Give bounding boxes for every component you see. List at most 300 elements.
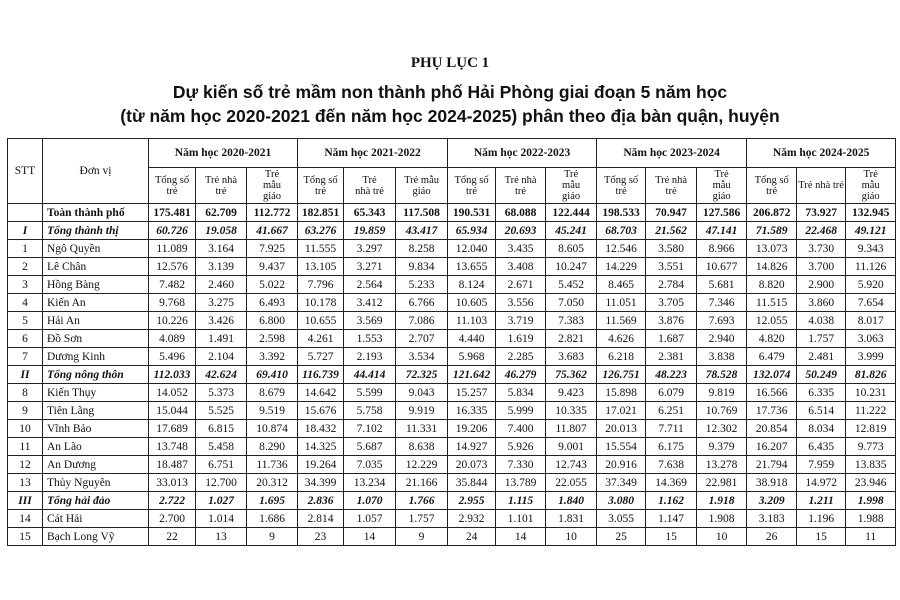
- table-header: [8, 139, 896, 204]
- cell-total-children: 37.349: [597, 474, 646, 492]
- unit-name-cell: Kiến Thụy: [43, 384, 149, 402]
- cell-kindergarten-children: 10.769: [697, 402, 747, 420]
- subheader-total-children: Tổng số trẻ: [597, 168, 646, 204]
- cell-nursery-children: 48.223: [646, 366, 697, 384]
- cell-nursery-children: 1.147: [646, 510, 697, 528]
- stt-cell: 4: [8, 294, 43, 312]
- cell-total-children: 10.178: [298, 294, 344, 312]
- stt-cell: 11: [8, 438, 43, 456]
- cell-kindergarten-children: 9.001: [546, 438, 597, 456]
- unit-name-cell: Tổng hải đảo: [43, 492, 149, 510]
- table-row: [8, 258, 896, 276]
- cell-total-children: 15.676: [298, 402, 344, 420]
- cell-kindergarten-children: 3.063: [846, 330, 896, 348]
- cell-nursery-children: 1.211: [797, 492, 846, 510]
- cell-nursery-children: 3.408: [496, 258, 546, 276]
- cell-kindergarten-children: 11.331: [396, 420, 448, 438]
- cell-total-children: 14.642: [298, 384, 344, 402]
- cell-nursery-children: 1.101: [496, 510, 546, 528]
- cell-nursery-children: 1.070: [344, 492, 396, 510]
- cell-kindergarten-children: 8.290: [247, 438, 298, 456]
- cell-total-children: 18.487: [149, 456, 196, 474]
- subheader-kindergarten-children: Trẻ mẫu giáo: [396, 168, 448, 204]
- cell-total-children: 20.013: [597, 420, 646, 438]
- cell-total-children: 4.089: [149, 330, 196, 348]
- table-body: [8, 204, 896, 546]
- cell-nursery-children: 3.275: [196, 294, 247, 312]
- cell-nursery-children: 7.638: [646, 456, 697, 474]
- cell-nursery-children: 2.381: [646, 348, 697, 366]
- table-row: [8, 294, 896, 312]
- cell-nursery-children: 6.751: [196, 456, 247, 474]
- cell-nursery-children: 65.343: [344, 204, 396, 222]
- cell-nursery-children: 21.562: [646, 222, 697, 240]
- cell-total-children: 23: [298, 528, 344, 546]
- cell-nursery-children: 5.687: [344, 438, 396, 456]
- cell-kindergarten-children: 13.835: [846, 456, 896, 474]
- unit-name-cell: Tổng thành thị: [43, 222, 149, 240]
- header-unit: Đơn vị: [43, 139, 149, 204]
- stt-cell: 3: [8, 276, 43, 294]
- cell-nursery-children: 2.104: [196, 348, 247, 366]
- cell-kindergarten-children: 21.166: [396, 474, 448, 492]
- cell-kindergarten-children: 9.343: [846, 240, 896, 258]
- stt-cell: III: [8, 492, 43, 510]
- cell-kindergarten-children: 8.017: [846, 312, 896, 330]
- stt-cell: 9: [8, 402, 43, 420]
- cell-total-children: 63.276: [298, 222, 344, 240]
- stt-cell: 12: [8, 456, 43, 474]
- cell-total-children: 60.726: [149, 222, 196, 240]
- unit-name-cell: Thủy Nguyên: [43, 474, 149, 492]
- cell-kindergarten-children: 7.050: [546, 294, 597, 312]
- cell-kindergarten-children: 9.519: [247, 402, 298, 420]
- cell-total-children: 5.727: [298, 348, 344, 366]
- cell-total-children: 5.968: [448, 348, 496, 366]
- cell-nursery-children: 7.711: [646, 420, 697, 438]
- cell-nursery-children: 2.784: [646, 276, 697, 294]
- cell-kindergarten-children: 9: [396, 528, 448, 546]
- stt-cell: 15: [8, 528, 43, 546]
- cell-total-children: 175.481: [149, 204, 196, 222]
- cell-kindergarten-children: 10.335: [546, 402, 597, 420]
- cell-total-children: 6.479: [747, 348, 797, 366]
- table-row: [8, 240, 896, 258]
- cell-kindergarten-children: 9.834: [396, 258, 448, 276]
- stt-cell: 5: [8, 312, 43, 330]
- cell-nursery-children: 7.035: [344, 456, 396, 474]
- cell-kindergarten-children: 9: [247, 528, 298, 546]
- cell-kindergarten-children: 8.679: [247, 384, 298, 402]
- cell-total-children: 2.814: [298, 510, 344, 528]
- cell-total-children: 8.465: [597, 276, 646, 294]
- cell-kindergarten-children: 6.766: [396, 294, 448, 312]
- cell-total-children: 8.820: [747, 276, 797, 294]
- cell-kindergarten-children: 11.807: [546, 420, 597, 438]
- unit-name-cell: Vĩnh Bảo: [43, 420, 149, 438]
- cell-total-children: 6.218: [597, 348, 646, 366]
- cell-total-children: 4.261: [298, 330, 344, 348]
- cell-kindergarten-children: 10: [697, 528, 747, 546]
- cell-total-children: 11.515: [747, 294, 797, 312]
- cell-nursery-children: 1.757: [797, 330, 846, 348]
- table-row: [8, 402, 896, 420]
- table-row-city-total: [8, 204, 896, 222]
- cell-nursery-children: 5.458: [196, 438, 247, 456]
- cell-total-children: 15.898: [597, 384, 646, 402]
- cell-nursery-children: 1.491: [196, 330, 247, 348]
- cell-total-children: 190.531: [448, 204, 496, 222]
- cell-kindergarten-children: 5.920: [846, 276, 896, 294]
- table-row-group-total: [8, 366, 896, 384]
- cell-kindergarten-children: 5.681: [697, 276, 747, 294]
- stt-cell: 8: [8, 384, 43, 402]
- cell-nursery-children: 42.624: [196, 366, 247, 384]
- children-forecast-table: [7, 138, 896, 546]
- cell-total-children: 198.533: [597, 204, 646, 222]
- cell-kindergarten-children: 45.241: [546, 222, 597, 240]
- stt-cell: 2: [8, 258, 43, 276]
- cell-kindergarten-children: 43.417: [396, 222, 448, 240]
- stt-cell: 10: [8, 420, 43, 438]
- cell-kindergarten-children: 7.654: [846, 294, 896, 312]
- cell-nursery-children: 3.876: [646, 312, 697, 330]
- cell-kindergarten-children: 78.528: [697, 366, 747, 384]
- stt-cell: 1: [8, 240, 43, 258]
- cell-kindergarten-children: 8.966: [697, 240, 747, 258]
- cell-total-children: 2.722: [149, 492, 196, 510]
- cell-total-children: 14.927: [448, 438, 496, 456]
- cell-nursery-children: 5.926: [496, 438, 546, 456]
- cell-nursery-children: 73.927: [797, 204, 846, 222]
- cell-total-children: 17.736: [747, 402, 797, 420]
- cell-nursery-children: 5.834: [496, 384, 546, 402]
- subheader-kindergarten-children: Trẻ mẫu giáo: [697, 168, 747, 204]
- unit-name-cell: An Dương: [43, 456, 149, 474]
- table-row: [8, 420, 896, 438]
- table-row: [8, 528, 896, 546]
- cell-nursery-children: 2.193: [344, 348, 396, 366]
- header-school-year: Năm học 2021-2022: [298, 139, 448, 168]
- cell-total-children: 26: [747, 528, 797, 546]
- cell-total-children: 4.820: [747, 330, 797, 348]
- cell-total-children: 3.209: [747, 492, 797, 510]
- cell-nursery-children: 7.400: [496, 420, 546, 438]
- cell-nursery-children: 5.525: [196, 402, 247, 420]
- subheader-nursery-children: Trẻ nhà trẻ: [496, 168, 546, 204]
- cell-total-children: 20.073: [448, 456, 496, 474]
- unit-name-cell: Tổng nông thôn: [43, 366, 149, 384]
- cell-total-children: 121.642: [448, 366, 496, 384]
- appendix-title: PHỤ LỤC 1: [410, 55, 490, 71]
- cell-nursery-children: 3.719: [496, 312, 546, 330]
- table-row: [8, 312, 896, 330]
- cell-nursery-children: 3.569: [344, 312, 396, 330]
- cell-nursery-children: 5.999: [496, 402, 546, 420]
- cell-total-children: 22: [149, 528, 196, 546]
- cell-nursery-children: 1.619: [496, 330, 546, 348]
- cell-nursery-children: 1.115: [496, 492, 546, 510]
- cell-kindergarten-children: 13.278: [697, 456, 747, 474]
- cell-total-children: 13.655: [448, 258, 496, 276]
- cell-nursery-children: 3.860: [797, 294, 846, 312]
- cell-kindergarten-children: 11.222: [846, 402, 896, 420]
- cell-nursery-children: 3.271: [344, 258, 396, 276]
- table-row-group-total: [8, 492, 896, 510]
- table-row: [8, 474, 896, 492]
- cell-kindergarten-children: 81.826: [846, 366, 896, 384]
- cell-kindergarten-children: 12.302: [697, 420, 747, 438]
- cell-nursery-children: 8.034: [797, 420, 846, 438]
- cell-nursery-children: 2.900: [797, 276, 846, 294]
- cell-total-children: 7.482: [149, 276, 196, 294]
- cell-kindergarten-children: 1.988: [846, 510, 896, 528]
- cell-nursery-children: 2.481: [797, 348, 846, 366]
- subheader-total-children: Tổng số trẻ: [448, 168, 496, 204]
- document-title-line-2: (từ năm học 2020-2021 đến năm học 2024-2025) phân theo địa bàn quận, huyện: [120, 106, 780, 126]
- cell-total-children: 13.073: [747, 240, 797, 258]
- cell-total-children: 14.229: [597, 258, 646, 276]
- unit-name-cell: Ngô Quyền: [43, 240, 149, 258]
- cell-total-children: 12.040: [448, 240, 496, 258]
- cell-total-children: 19.264: [298, 456, 344, 474]
- cell-kindergarten-children: 2.821: [546, 330, 597, 348]
- cell-total-children: 4.626: [597, 330, 646, 348]
- cell-nursery-children: 19.058: [196, 222, 247, 240]
- stt-cell: 7: [8, 348, 43, 366]
- cell-nursery-children: 50.249: [797, 366, 846, 384]
- cell-nursery-children: 6.514: [797, 402, 846, 420]
- table-row: [8, 510, 896, 528]
- table-row: [8, 456, 896, 474]
- cell-nursery-children: 1.027: [196, 492, 247, 510]
- cell-total-children: 182.851: [298, 204, 344, 222]
- cell-total-children: 14.826: [747, 258, 797, 276]
- cell-total-children: 7.796: [298, 276, 344, 294]
- cell-kindergarten-children: 127.586: [697, 204, 747, 222]
- cell-total-children: 11.051: [597, 294, 646, 312]
- cell-total-children: 11.089: [149, 240, 196, 258]
- cell-kindergarten-children: 12.819: [846, 420, 896, 438]
- cell-total-children: 8.124: [448, 276, 496, 294]
- cell-total-children: 206.872: [747, 204, 797, 222]
- cell-nursery-children: 3.551: [646, 258, 697, 276]
- cell-kindergarten-children: 2.707: [396, 330, 448, 348]
- unit-name-cell: Hồng Bàng: [43, 276, 149, 294]
- cell-nursery-children: 6.335: [797, 384, 846, 402]
- header-school-year: Năm học 2023-2024: [597, 139, 747, 168]
- cell-nursery-children: 6.435: [797, 438, 846, 456]
- cell-total-children: 5.496: [149, 348, 196, 366]
- cell-kindergarten-children: 1.695: [247, 492, 298, 510]
- unit-name-cell: Dương Kinh: [43, 348, 149, 366]
- stt-cell: 6: [8, 330, 43, 348]
- cell-nursery-children: 6.251: [646, 402, 697, 420]
- header-school-year: Năm học 2022-2023: [448, 139, 597, 168]
- unit-name-cell: An Lão: [43, 438, 149, 456]
- cell-nursery-children: 3.730: [797, 240, 846, 258]
- cell-kindergarten-children: 1.908: [697, 510, 747, 528]
- cell-nursery-children: 3.164: [196, 240, 247, 258]
- cell-kindergarten-children: 22.981: [697, 474, 747, 492]
- cell-kindergarten-children: 7.693: [697, 312, 747, 330]
- stt-cell: I: [8, 222, 43, 240]
- unit-name-cell: Kiến An: [43, 294, 149, 312]
- cell-nursery-children: 7.330: [496, 456, 546, 474]
- subheader-total-children: Tổng số trẻ: [298, 168, 344, 204]
- cell-nursery-children: 1.057: [344, 510, 396, 528]
- cell-kindergarten-children: 9.379: [697, 438, 747, 456]
- cell-kindergarten-children: 10: [546, 528, 597, 546]
- cell-total-children: 35.844: [448, 474, 496, 492]
- cell-total-children: 3.055: [597, 510, 646, 528]
- cell-total-children: 24: [448, 528, 496, 546]
- cell-kindergarten-children: 10.247: [546, 258, 597, 276]
- cell-total-children: 17.689: [149, 420, 196, 438]
- cell-kindergarten-children: 72.325: [396, 366, 448, 384]
- cell-total-children: 16.335: [448, 402, 496, 420]
- cell-nursery-children: 14: [496, 528, 546, 546]
- cell-kindergarten-children: 3.392: [247, 348, 298, 366]
- cell-total-children: 15.044: [149, 402, 196, 420]
- cell-kindergarten-children: 1.831: [546, 510, 597, 528]
- cell-nursery-children: 44.414: [344, 366, 396, 384]
- cell-nursery-children: 4.038: [797, 312, 846, 330]
- cell-kindergarten-children: 1.918: [697, 492, 747, 510]
- cell-kindergarten-children: 1.757: [396, 510, 448, 528]
- cell-total-children: 18.432: [298, 420, 344, 438]
- subheader-kindergarten-children: Trẻ mẫu giáo: [247, 168, 298, 204]
- cell-nursery-children: 5.373: [196, 384, 247, 402]
- cell-kindergarten-children: 9.423: [546, 384, 597, 402]
- cell-kindergarten-children: 9.773: [846, 438, 896, 456]
- cell-kindergarten-children: 7.346: [697, 294, 747, 312]
- cell-nursery-children: 22.468: [797, 222, 846, 240]
- cell-nursery-children: 3.705: [646, 294, 697, 312]
- cell-total-children: 16.566: [747, 384, 797, 402]
- cell-nursery-children: 12.700: [196, 474, 247, 492]
- cell-kindergarten-children: 5.233: [396, 276, 448, 294]
- cell-kindergarten-children: 1.766: [396, 492, 448, 510]
- cell-nursery-children: 7.102: [344, 420, 396, 438]
- cell-nursery-children: 2.285: [496, 348, 546, 366]
- cell-nursery-children: 3.700: [797, 258, 846, 276]
- cell-total-children: 11.555: [298, 240, 344, 258]
- cell-total-children: 34.399: [298, 474, 344, 492]
- unit-name-cell: Tiên Lãng: [43, 402, 149, 420]
- cell-kindergarten-children: 11.736: [247, 456, 298, 474]
- cell-kindergarten-children: 12.229: [396, 456, 448, 474]
- cell-kindergarten-children: 7.383: [546, 312, 597, 330]
- header-stt: STT: [8, 139, 43, 204]
- stt-cell: 14: [8, 510, 43, 528]
- unit-name-cell: Cát Hải: [43, 510, 149, 528]
- cell-kindergarten-children: 10.677: [697, 258, 747, 276]
- cell-nursery-children: 14.369: [646, 474, 697, 492]
- cell-total-children: 33.013: [149, 474, 196, 492]
- cell-kindergarten-children: 10.874: [247, 420, 298, 438]
- cell-nursery-children: 70.947: [646, 204, 697, 222]
- cell-kindergarten-children: 3.999: [846, 348, 896, 366]
- cell-kindergarten-children: 8.638: [396, 438, 448, 456]
- cell-kindergarten-children: 9.819: [697, 384, 747, 402]
- cell-nursery-children: 7.959: [797, 456, 846, 474]
- cell-total-children: 10.226: [149, 312, 196, 330]
- cell-kindergarten-children: 12.743: [546, 456, 597, 474]
- subheader-total-children: Tổng số trẻ: [747, 168, 797, 204]
- cell-nursery-children: 15: [797, 528, 846, 546]
- cell-nursery-children: 3.297: [344, 240, 396, 258]
- cell-total-children: 20.854: [747, 420, 797, 438]
- cell-nursery-children: 3.412: [344, 294, 396, 312]
- cell-total-children: 14.325: [298, 438, 344, 456]
- cell-nursery-children: 5.758: [344, 402, 396, 420]
- cell-total-children: 126.751: [597, 366, 646, 384]
- cell-total-children: 25: [597, 528, 646, 546]
- cell-kindergarten-children: 3.683: [546, 348, 597, 366]
- cell-kindergarten-children: 11: [846, 528, 896, 546]
- subheader-kindergarten-children: Trẻ mẫu giáo: [546, 168, 597, 204]
- cell-total-children: 2.836: [298, 492, 344, 510]
- cell-kindergarten-children: 7.086: [396, 312, 448, 330]
- cell-total-children: 13.105: [298, 258, 344, 276]
- cell-kindergarten-children: 5.452: [546, 276, 597, 294]
- cell-total-children: 11.569: [597, 312, 646, 330]
- cell-kindergarten-children: 9.043: [396, 384, 448, 402]
- table-row: [8, 384, 896, 402]
- cell-kindergarten-children: 23.946: [846, 474, 896, 492]
- table-row: [8, 330, 896, 348]
- stt-cell: II: [8, 366, 43, 384]
- cell-total-children: 15.554: [597, 438, 646, 456]
- cell-total-children: 11.103: [448, 312, 496, 330]
- cell-kindergarten-children: 1.840: [546, 492, 597, 510]
- cell-nursery-children: 3.426: [196, 312, 247, 330]
- cell-nursery-children: 15: [646, 528, 697, 546]
- stt-cell: [8, 204, 43, 222]
- cell-total-children: 20.916: [597, 456, 646, 474]
- cell-kindergarten-children: 22.055: [546, 474, 597, 492]
- cell-kindergarten-children: 112.772: [247, 204, 298, 222]
- cell-total-children: 15.257: [448, 384, 496, 402]
- cell-total-children: 13.748: [149, 438, 196, 456]
- cell-kindergarten-children: 1.998: [846, 492, 896, 510]
- cell-total-children: 21.794: [747, 456, 797, 474]
- unit-name-cell: Bạch Long Vỹ: [43, 528, 149, 546]
- header-school-year: Năm học 2020-2021: [149, 139, 298, 168]
- cell-nursery-children: 5.599: [344, 384, 396, 402]
- unit-name-cell: Toàn thành phố: [43, 204, 149, 222]
- subheader-total-children: Tổng số trẻ: [149, 168, 196, 204]
- table-row: [8, 348, 896, 366]
- cell-total-children: 65.934: [448, 222, 496, 240]
- cell-nursery-children: 6.079: [646, 384, 697, 402]
- cell-nursery-children: 2.564: [344, 276, 396, 294]
- table-row: [8, 276, 896, 294]
- cell-kindergarten-children: 7.925: [247, 240, 298, 258]
- cell-nursery-children: 6.175: [646, 438, 697, 456]
- cell-kindergarten-children: 6.493: [247, 294, 298, 312]
- cell-total-children: 3.080: [597, 492, 646, 510]
- cell-total-children: 12.576: [149, 258, 196, 276]
- cell-kindergarten-children: 122.444: [546, 204, 597, 222]
- cell-nursery-children: 14: [344, 528, 396, 546]
- cell-total-children: 12.546: [597, 240, 646, 258]
- cell-nursery-children: 13.789: [496, 474, 546, 492]
- cell-kindergarten-children: 75.362: [546, 366, 597, 384]
- cell-nursery-children: 20.693: [496, 222, 546, 240]
- cell-nursery-children: 3.435: [496, 240, 546, 258]
